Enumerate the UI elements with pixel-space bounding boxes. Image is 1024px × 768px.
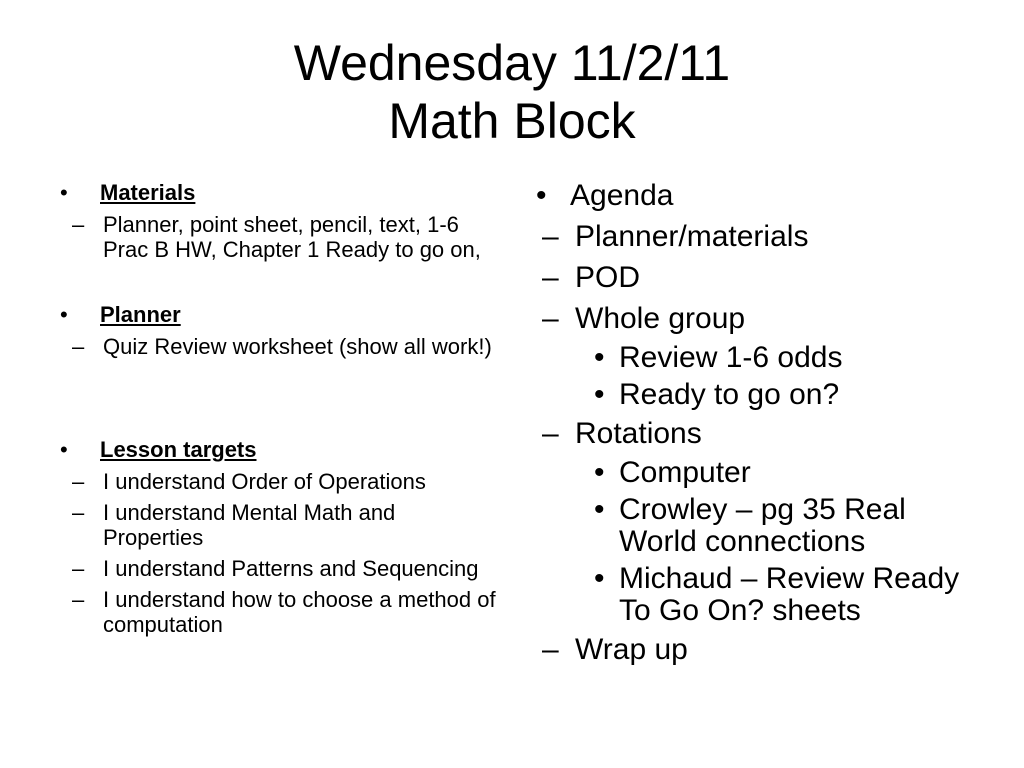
- dash-icon: –: [542, 417, 559, 450]
- list-item: [490, 342, 990, 374]
- title-line-2: Math Block: [388, 93, 636, 149]
- agenda-subitem-text: Crowley – pg 35 Real World connections: [619, 493, 906, 558]
- list-item: [58, 469, 498, 494]
- dash-icon: –: [72, 556, 85, 581]
- agenda-item-text: Planner/materials: [575, 220, 809, 253]
- left-column: [58, 180, 498, 637]
- dash-icon: –: [72, 500, 85, 525]
- dash-icon: –: [72, 334, 85, 359]
- agenda-subitem-text: Computer: [619, 456, 751, 489]
- dash-icon: –: [72, 469, 85, 494]
- materials-section: [58, 180, 498, 206]
- agenda-item-text: Wrap up: [575, 633, 688, 666]
- bullet-icon: •: [536, 179, 547, 212]
- lesson-targets-heading: Lesson targets: [100, 437, 257, 462]
- agenda-subitem-text: Michaud – Review Ready To Go On? sheets: [619, 562, 960, 627]
- lesson-target-text: I understand how to choose a method of computation: [103, 587, 496, 637]
- dash-icon: –: [72, 587, 85, 612]
- list-item: [58, 556, 498, 581]
- bullet-icon: •: [594, 493, 605, 526]
- slide-title: [0, 34, 1024, 150]
- planner-item-text: Quiz Review worksheet (show all work!): [103, 334, 492, 359]
- agenda-section: [530, 178, 990, 214]
- dash-icon: –: [542, 220, 559, 253]
- lesson-target-text: I understand Mental Math and Properties: [103, 500, 396, 550]
- bullet-icon: •: [594, 378, 605, 411]
- agenda-item-text: Rotations: [575, 417, 702, 450]
- list-item: [58, 334, 498, 359]
- agenda-heading: Agenda: [570, 179, 674, 212]
- bullet-icon: •: [60, 437, 68, 462]
- dash-icon: –: [72, 212, 85, 237]
- agenda-subitem-text: Ready to go on?: [619, 378, 840, 411]
- bullet-icon: •: [60, 302, 68, 327]
- bullet-icon: •: [594, 456, 605, 489]
- list-item: [490, 219, 990, 255]
- list-item: [490, 632, 990, 668]
- list-item: [58, 212, 498, 262]
- dash-icon: –: [542, 261, 559, 294]
- title-line-1: Wednesday 11/2/11: [293, 35, 731, 91]
- agenda-item-text: Whole group: [575, 302, 746, 335]
- list-item: [58, 500, 498, 550]
- list-item: [490, 416, 990, 452]
- bullet-icon: •: [594, 341, 605, 374]
- materials-heading: Materials: [100, 180, 196, 205]
- bullet-icon: •: [594, 562, 605, 595]
- materials-item-text: Planner, point sheet, pencil, text, 1-6 Prac B HW, Chapter 1 Ready to go on,: [103, 212, 481, 262]
- list-item: [490, 457, 990, 489]
- list-item: [490, 301, 990, 337]
- agenda-subitem-text: Review 1-6 odds: [619, 341, 843, 374]
- dash-icon: –: [542, 302, 559, 335]
- dash-icon: –: [542, 633, 559, 666]
- list-item: [490, 260, 990, 296]
- right-column: [530, 178, 990, 668]
- lesson-target-text: I understand Order of Operations: [103, 469, 426, 494]
- lesson-targets-section: [58, 437, 498, 463]
- bullet-icon: •: [60, 180, 68, 205]
- agenda-item-text: POD: [575, 261, 641, 294]
- list-item: [490, 379, 990, 411]
- planner-heading: Planner: [100, 302, 181, 327]
- planner-section: [58, 302, 498, 328]
- lesson-target-text: I understand Patterns and Sequencing: [103, 556, 479, 581]
- list-item: [58, 587, 498, 637]
- list-item: [490, 494, 990, 558]
- list-item: [490, 563, 990, 627]
